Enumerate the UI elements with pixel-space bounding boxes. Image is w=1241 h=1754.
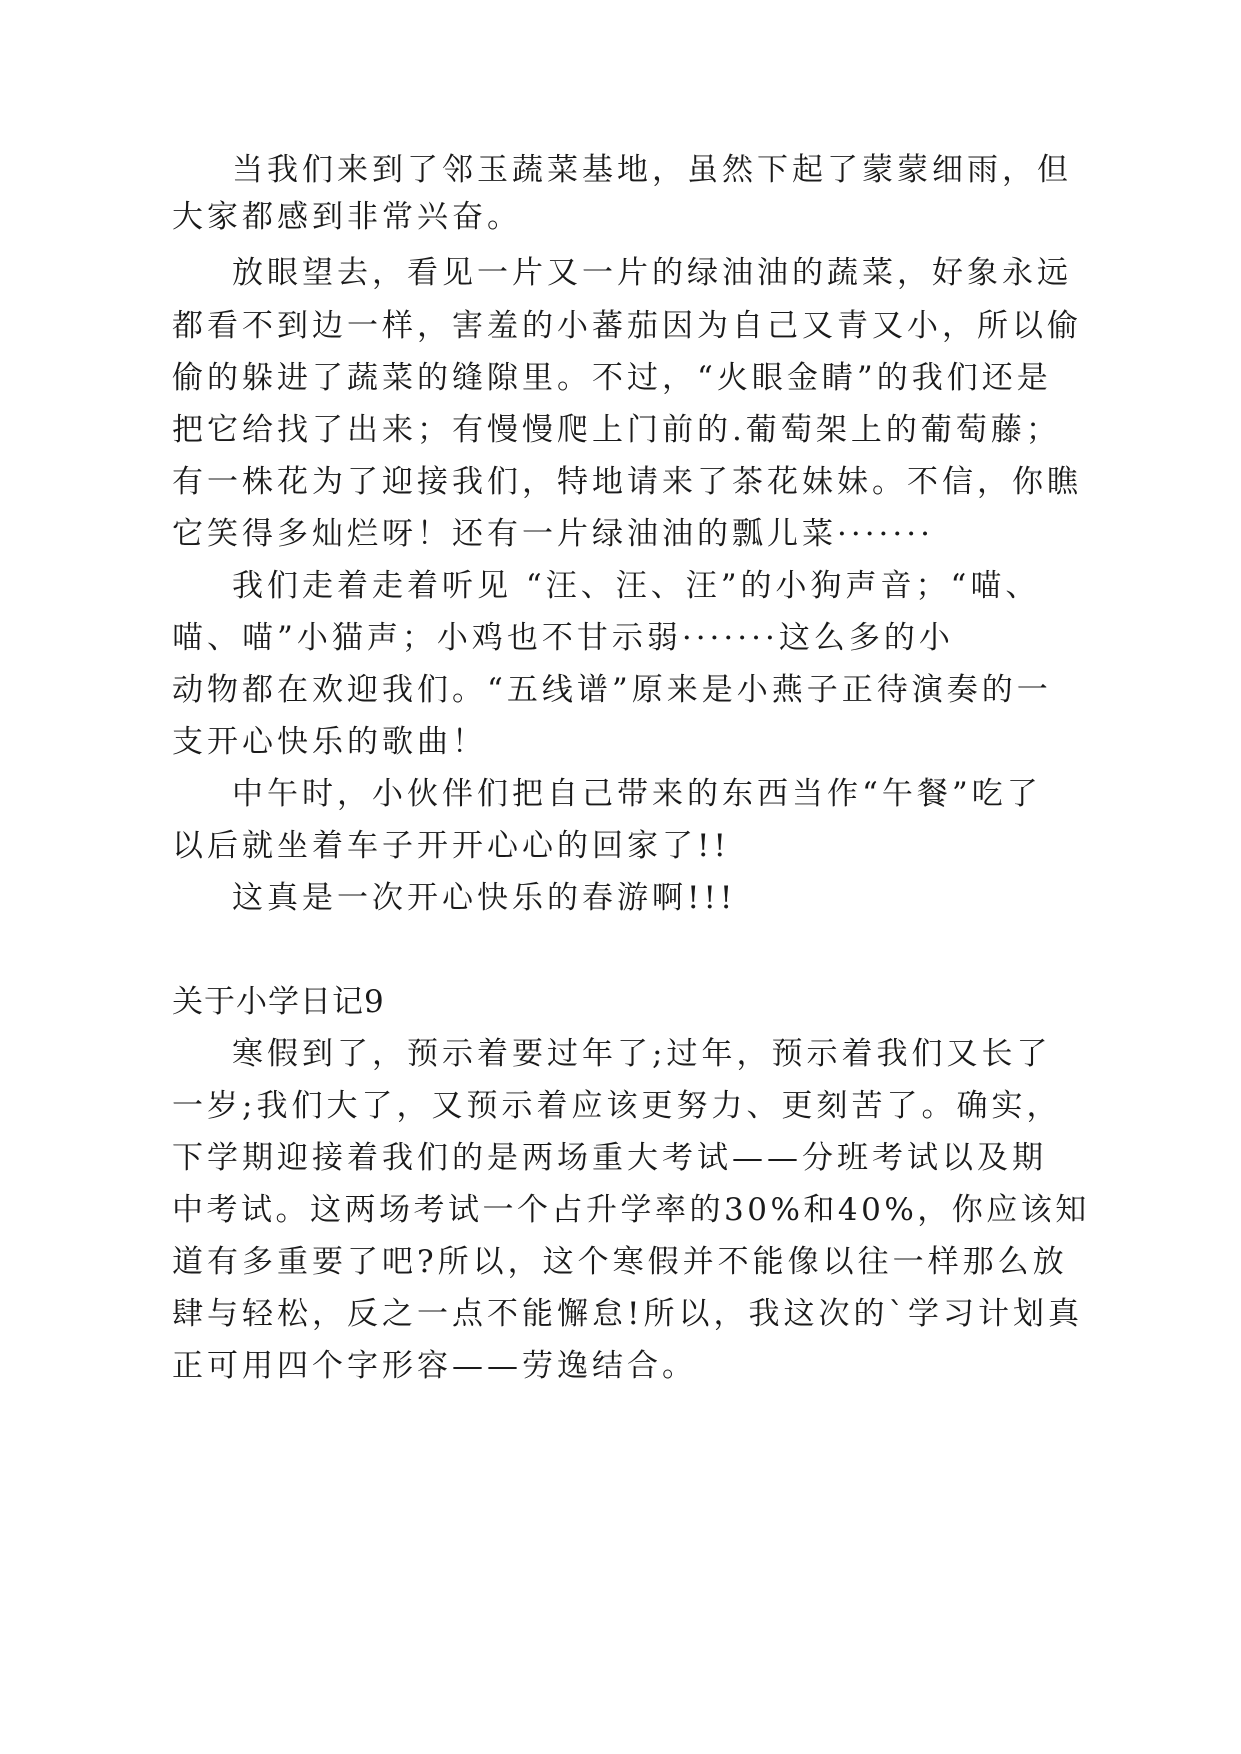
paragraph-line: 寒假到了，预示着要过年了;过年，预示着我们又长了 — [232, 1036, 1052, 1072]
paragraph-line: 中考试。这两场考试一个占升学率的30%和40%，你应该知 — [172, 1192, 1090, 1228]
paragraph-line: 都看不到边一样，害羞的小蕃茄因为自己又青又小，所以偷 — [172, 308, 1082, 344]
paragraph-line: 中午时，小伙伴们把自己带来的东西当作“午餐”吃了 — [232, 776, 1042, 812]
paragraph-line: 我们走着走着听见 “汪、汪、汪”的小狗声音；“喵、 — [232, 568, 1041, 604]
paragraph-line: 它笑得多灿烂呀！还有一片绿油油的瓢儿菜······· — [172, 516, 934, 552]
paragraph-line: 肆与轻松，反之一点不能懈怠!所以，我这次的`学习计划真 — [172, 1296, 1083, 1332]
paragraph-line: 有一株花为了迎接我们，特地请来了茶花妹妹。不信，你瞧 — [172, 464, 1082, 500]
paragraph-line: 这真是一次开心快乐的春游啊!!! — [232, 880, 737, 916]
paragraph-line: 大家都感到非常兴奋。 — [172, 199, 522, 235]
paragraph-line: 道有多重要了吧?所以，这个寒假并不能像以往一样那么放 — [172, 1244, 1068, 1280]
paragraph-line: 支开心快乐的歌曲！ — [172, 724, 487, 760]
section-heading: 关于小学日记9 — [172, 984, 385, 1020]
paragraph-line: 下学期迎接着我们的是两场重大考试——分班考试以及期 — [172, 1140, 1047, 1176]
paragraph-line: 放眼望去，看见一片又一片的绿油油的蔬菜，好象永远 — [232, 255, 1072, 291]
paragraph-line: 以后就坐着车子开开心心的回家了!! — [172, 828, 730, 864]
paragraph-line: 动物都在欢迎我们。“五线谱”原来是小燕子正待演奏的一 — [172, 672, 1052, 708]
paragraph-line: 喵、喵”小猫声；小鸡也不甘示弱·······这么多的小 — [172, 620, 954, 656]
paragraph-line: 把它给找了出来；有慢慢爬上门前的.葡萄架上的葡萄藤； — [172, 412, 1061, 448]
paragraph-line: 一岁;我们大了，又预示着应该更努力、更刻苦了。确实， — [172, 1088, 1062, 1124]
paragraph-line: 正可用四个字形容——劳逸结合。 — [172, 1348, 697, 1384]
paragraph-line: 偷的躲进了蔬菜的缝隙里。不过，“火眼金睛”的我们还是 — [172, 360, 1052, 396]
paragraph-line: 当我们来到了邻玉蔬菜基地，虽然下起了蒙蒙细雨，但 — [232, 152, 1072, 188]
